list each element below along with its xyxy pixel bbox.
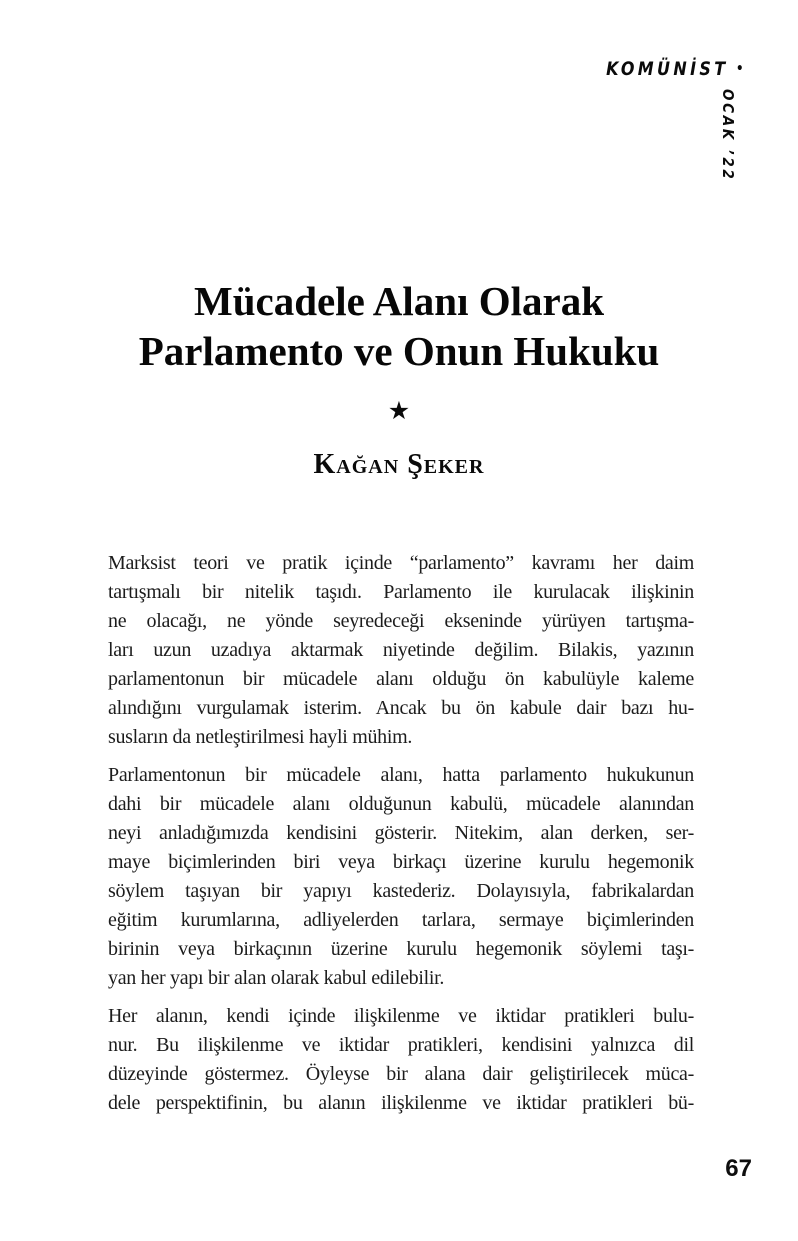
body-line: yan her yapı bir alan olarak kabul edilebilir.	[108, 967, 445, 989]
body-line: Her alanın, kendi içinde ilişkilenme ve iktidar pratikleri bulu-	[108, 1005, 694, 1027]
body-line: parlamentonun bir mücadele alanı olduğu ön kabulüyle kaleme	[108, 668, 694, 690]
body-line: maye biçimlerinden biri veya birkaçı üzerine kurulu hegemonik	[108, 851, 694, 873]
body-line: dahi bir mücadele alanı olduğunun kabulü, mücadele alanından	[108, 793, 694, 815]
body-line: alındığını vurgulamak isterim. Ancak bu ön kabule dair bazı hu-	[108, 697, 694, 719]
title-line-2: Parlamento ve Onun Hukuku	[138, 328, 660, 374]
body-line: ne olacağı, ne yönde seyredeceği ekseninde yürüyen tartışma-	[108, 610, 694, 632]
paragraph	[108, 549, 694, 752]
article-body	[108, 549, 694, 1127]
body-line: düzeyinde göstermez. Öyleyse bir alana dair geliştirilecek müca-	[108, 1063, 694, 1085]
body-line: nur. Bu ilişkilenme ve iktidar pratikleri, kendisini yalnızca dil	[108, 1034, 694, 1056]
body-line: dele perspektifinin, bu alanın ilişkilenme ve iktidar pratikleri bü-	[108, 1092, 694, 1114]
body-line: susların da netleştirilmesi hayli mühim.	[108, 726, 413, 748]
body-line: birinin veya birkaçının üzerine kurulu hegemonik söylemi taşı-	[108, 938, 694, 960]
body-line: Parlamentonun bir mücadele alanı, hatta parlamento hukukunun	[108, 764, 694, 786]
paragraph	[108, 761, 694, 993]
body-line: eğitim kurumlarına, adliyelerden tarlara, sermaye biçimlerinden	[108, 909, 694, 931]
author-name: Kağan Şeker	[313, 449, 485, 480]
body-line: Marksist teori ve pratik içinde “parlamento” kavramı her daim	[108, 552, 694, 574]
body-line: neyi anladığımızda kendisini gösterir. Nitekim, alan derken, ser-	[108, 822, 694, 844]
body-line: ları uzun uzadıya aktarmak niyetinde değilim. Bilakis, yazının	[108, 639, 694, 661]
paragraph	[108, 1002, 694, 1118]
page-header	[607, 58, 744, 80]
page-number: 67	[725, 1155, 752, 1182]
body-line: tartışmalı bir nitelik taşıdı. Parlamento ile kurulacak ilişkinin	[108, 581, 694, 603]
issue-date: OCAK ’22	[719, 89, 737, 182]
star-icon: ★	[387, 396, 411, 425]
title-line-1: Mücadele Alanı Olarak	[194, 278, 604, 324]
magazine-title: KOMÜNİST	[606, 58, 729, 80]
body-line: söylem taşıyan bir yapıyı kastederiz. Dolayısıyla, fabrikalardan	[108, 880, 694, 902]
article-title	[104, 276, 694, 376]
header-bullet-icon: •	[736, 61, 744, 77]
